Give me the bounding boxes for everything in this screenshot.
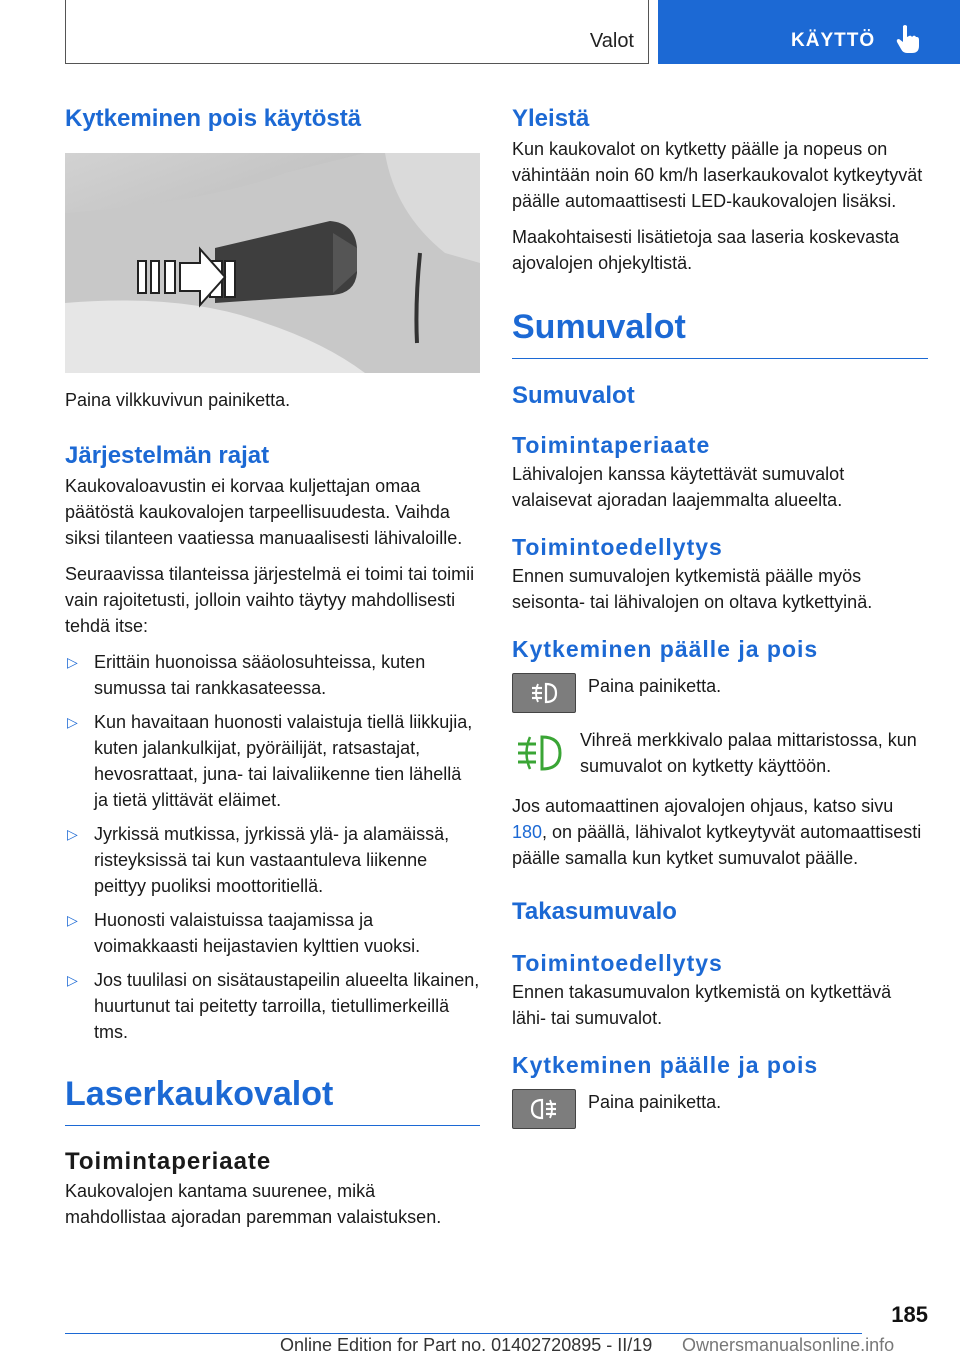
bullet-triangle-icon: ▷ <box>67 714 78 730</box>
fog-principle-text: Lähivalojen kanssa käytettävät sumuvalot valaisevat ajoradan laajemmalta alueelta. <box>512 464 845 510</box>
rear-onoff-heading: Kytkeminen päälle ja pois <box>512 1052 819 1078</box>
chapter-tab-label: KÄYTTÖ <box>791 30 876 51</box>
general-heading: Yleistä <box>512 105 590 132</box>
bullet-triangle-icon: ▷ <box>67 826 78 842</box>
rear-fog-light-icon <box>528 1097 560 1121</box>
fog-button-row <box>512 673 928 713</box>
bullet-triangle-icon: ▷ <box>67 912 78 928</box>
stalk-photo <box>65 153 480 373</box>
fog-condition-text: Ennen sumuvalojen kytkemistä päälle myös seisonta- tai lähivalojen on oltava kytkettyinä. <box>512 566 873 612</box>
chapter-tab[interactable] <box>658 0 960 64</box>
list-item-text: Jyrkissä mutkissa, jyrkissä ylä- ja alamäissä, risteyksissä tai kun vastaantuleva liikenne peittyy puoliksi moottoritiellä. <box>94 824 450 896</box>
fog-button-instruction: Paina painiketta. <box>588 676 722 696</box>
auto-light-paragraph <box>512 793 928 871</box>
rear-condition-text: Ennen takasumuvalon kytkemistä on kytkettävä lähi- tai sumuvalot. <box>512 982 892 1028</box>
off-heading: Kytkeminen pois käytöstä <box>65 105 362 132</box>
green-fog-indicator-icon <box>514 731 566 775</box>
front-fog-light-icon <box>528 681 560 705</box>
limits-heading: Järjestelmän rajat <box>65 442 270 469</box>
front-fog-light-button[interactable] <box>512 673 576 713</box>
list-item <box>65 907 480 959</box>
fog-indicator-lamp <box>512 727 568 779</box>
fog-chapter-heading: Sumuvalot <box>512 306 928 359</box>
principle-text: Kaukovalojen kantama suurenee, mikä mahdollistaa ajoradan paremman valaistuksen. <box>65 1181 442 1227</box>
general-paragraph-1: Kun kaukovalot on kytketty päälle ja nopeus on vähintään noin 60 km/h laserkaukovalot kytkeytyvät päälle automaattisesti LED-kaukovalojen lisäksi. <box>512 139 923 211</box>
page-link-180[interactable]: 180 <box>512 822 543 842</box>
auto-text-start: Jos automaattinen ajovalojen ohjaus, katso sivu <box>512 796 894 816</box>
bullet-triangle-icon: ▷ <box>67 654 78 670</box>
header-section-box <box>65 0 649 64</box>
indicator-row <box>512 727 928 779</box>
list-item <box>65 709 480 813</box>
indicator-text: Vihreä merkkivalo palaa mittaristossa, kun sumuvalot on kytketty käyttöön. <box>580 730 917 776</box>
right-column <box>512 100 928 1129</box>
list-item <box>65 821 480 899</box>
auto-text-end: , on päällä, lähivalot kytkeytyvät automaattisesti päälle samalla kun kytket sumuvalot päälle. <box>512 822 922 868</box>
footer-watermark: Ownersmanualsonline.info <box>682 1335 895 1355</box>
bullet-triangle-icon: ▷ <box>67 972 78 988</box>
limits-paragraph-1: Kaukovaloavustin ei korvaa kuljettajan omaa päätöstä kaukovalojen tarpeellisuudesta. Vaihda siksi tilanteen vaatiessa manuaalisesti lähivaloille. <box>65 476 463 548</box>
section-title: Valot <box>589 30 634 52</box>
rear-condition-heading: Toimintoedellytys <box>512 950 723 976</box>
fog-onoff-heading: Kytkeminen päälle ja pois <box>512 636 819 662</box>
limits-paragraph-2: Seuraavissa tilanteissa järjestelmä ei toimi tai toimii vain rajoitetusti, jolloin vaihto täytyy mahdollisesti tehdä itse: <box>65 564 475 636</box>
footer-edition: Online Edition for Part no. 01402720895 - II/19 <box>280 1335 653 1355</box>
fog-condition-heading: Toimintoedellytys <box>512 534 723 560</box>
rear-fog-light-button[interactable] <box>512 1089 576 1129</box>
rear-fog-heading: Takasumuvalo <box>512 898 677 925</box>
turn-signal-stalk-illustration <box>65 153 480 373</box>
list-item-text: Erittäin huonoissa sääolosuhteissa, kuten sumussa tai rankkasateessa. <box>94 652 426 698</box>
rear-button-row <box>512 1089 928 1129</box>
list-item <box>65 967 480 1045</box>
page-number: 185 <box>891 1302 928 1327</box>
principle-heading: Toimintaperiaate <box>65 1148 272 1175</box>
list-item-text: Jos tuulilasi on sisätaustapeilin alueelta likainen, huurtunut tai peitetty tarroilla, tietullimerkeillä tms. <box>94 970 480 1042</box>
list-item-text: Kun havaitaan huonosti valaistuja tiellä liikkujia, kuten jalankulkijat, pyöräilijät, ratsastajat, hevosrattaat, juna- tai laivaliikenne tien lähellä ja tietä ylittävät eläimet. <box>94 712 473 810</box>
fog-principle-heading: Toimintaperiaate <box>512 432 711 458</box>
list-item <box>65 649 480 701</box>
left-column <box>65 100 480 1230</box>
rear-button-instruction: Paina painiketta. <box>588 1092 722 1112</box>
fog-heading: Sumuvalot <box>512 382 635 409</box>
list-item-text: Huonosti valaistuissa taajamissa ja voimakkaasti heijastavien kylttien vuoksi. <box>94 910 421 956</box>
general-paragraph-2: Maakohtaisesti lisätietoja saa laseria koskevasta ajovalojen ohjekyltistä. <box>512 227 900 273</box>
limits-list <box>65 649 480 1045</box>
photo-caption: Paina vilkkuvivun painiketta. <box>65 390 291 410</box>
hand-pointing-icon <box>895 24 921 54</box>
footer-divider <box>65 1333 862 1334</box>
laser-chapter-heading: Laserkaukovalot <box>65 1073 480 1126</box>
